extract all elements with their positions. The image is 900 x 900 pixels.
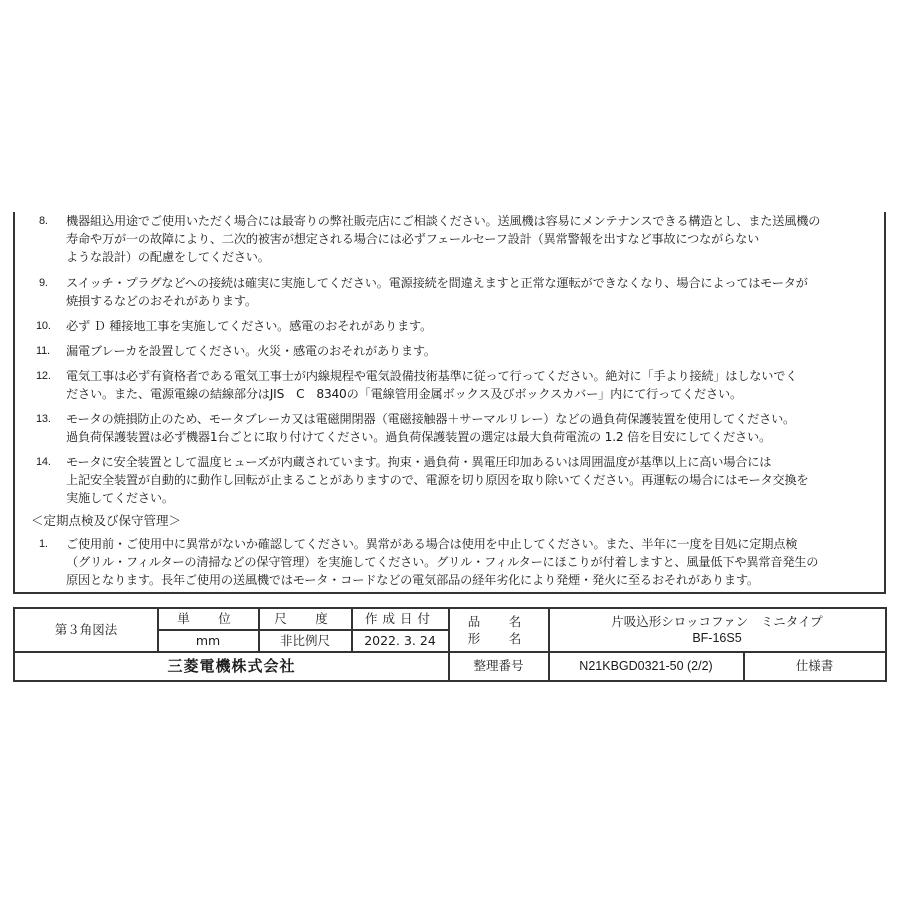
note-number: 11. [36,345,50,357]
note-text-line: 過負荷保護装置は必ず機器1台ごとに取り付けてください。過負荷保護装置の選定は最大負荷電流の 1.2 倍を目安にしてください。 [66,430,771,444]
note-number: 1. [39,538,48,550]
model-label: 形 名 [467,631,530,646]
date-value: 2022. 3. 24 [364,632,436,648]
unit-value: mm [195,632,221,648]
date-label: 作成日付 [364,611,435,626]
document-type: 仕様書 [795,658,834,673]
scale-value: 非比例尺 [279,632,330,648]
note-number: 9. [39,277,48,289]
note-text-line: 必ず Ｄ 種接地工事を実施してください。感電のおそれがあります。 [66,319,432,333]
note-number: 13. [36,413,51,425]
note-number: 10. [36,320,51,332]
model-number: BF-16S5 [692,631,742,645]
product-name: 片吸込形シロッコファン ミニタイプ [611,614,823,629]
reference-number: N21KBGD0321-50 (2/2) [579,659,713,673]
note-text-line: 寿命や万が一の故障により、二次的被害が想定される場合には必ずフェールセーフ設計（異常警報を出すなど事故につながらない [66,232,760,246]
note-number: 14. [36,456,51,468]
projection-method: 第３角図法 [54,622,118,637]
note-number: 8. [39,215,48,227]
note-text-line: モータの焼損防止のため、モータブレーカ又は電磁開閉器（電磁接触器＋サーマルリレー）などの過負荷保護装置を使用してください。 [66,412,796,426]
note-text-line: 焼損するなどのおそれがあります。 [66,294,257,308]
drawing-title-block [13,607,887,682]
name-labels [449,609,548,651]
note-text-line: スイッチ・プラグなどへの接続は確実に実施してください。電源接続を間違えますと正常な運転ができなくなり、場合によってはモータが [66,276,808,290]
note-text-line: 機器組込用途でご使用いただく場合には最寄りの弊社販売店にご相談ください。送風機は容易にメンテナンスできる構造とし、また送風機の [66,214,821,228]
note-text-line: 実施してください。 [66,491,174,505]
name-values [549,609,885,651]
product-name-label: 品 名 [467,614,530,629]
note-text-line: ださい。また、電源電線の結線部分はJIS C 8340の「電線管用金属ボックス及びボックスカバー」内にて行ってください。 [66,387,742,401]
scale-label: 尺 度 [274,611,336,626]
note-text-line: モータに安全装置として温度ヒューズが内蔵されています。拘束・過負荷・異電圧印加あるいは周囲温度が基準以上に高い場合には [66,455,772,469]
reference-number-label: 整理番号 [473,658,524,673]
note-text-line: 原因となります。長年ご使用の送風機ではモータ・コードなどの電気部品の経年劣化により発煙・発火に至るおそれがあります。 [66,573,759,587]
note-number: 12. [36,370,51,382]
note-text-line: ご使用前・ご使用中に異常がないか確認してください。異常がある場合は使用を中止してください。また、半年に一度を目処に定期点検 [66,537,798,551]
section-heading-periodic-inspection: ＜定期点検及び保守管理＞ [31,513,182,528]
specification-notes-sheet [13,212,886,594]
note-text-line: 漏電ブレーカを設置してください。火災・感電のおそれがあります。 [66,344,436,358]
note-text-line: 上記安全装置が自動的に動作し回転が止まることがありますので、電源を切り原因を取り除いてください。再運転の場合にはモータ交換を [66,473,809,487]
note-text-line: 電気工事は必ず有資格者である電気工事士が内線規程や電気設備技術基準に従って行ってください。絶対に「手より接続」はしないでく [66,369,798,383]
company-name: 三菱電機株式会社 [167,657,296,675]
note-text-line: （グリル・フィルターの清掃などの保守管理）を実施してください。グリル・フィルターにほこりが付着しますと、風量低下や異常音発生の [66,555,819,569]
unit-label: 単 位 [177,611,239,626]
note-text-line: ような設計）の配慮をしてください。 [66,250,270,264]
